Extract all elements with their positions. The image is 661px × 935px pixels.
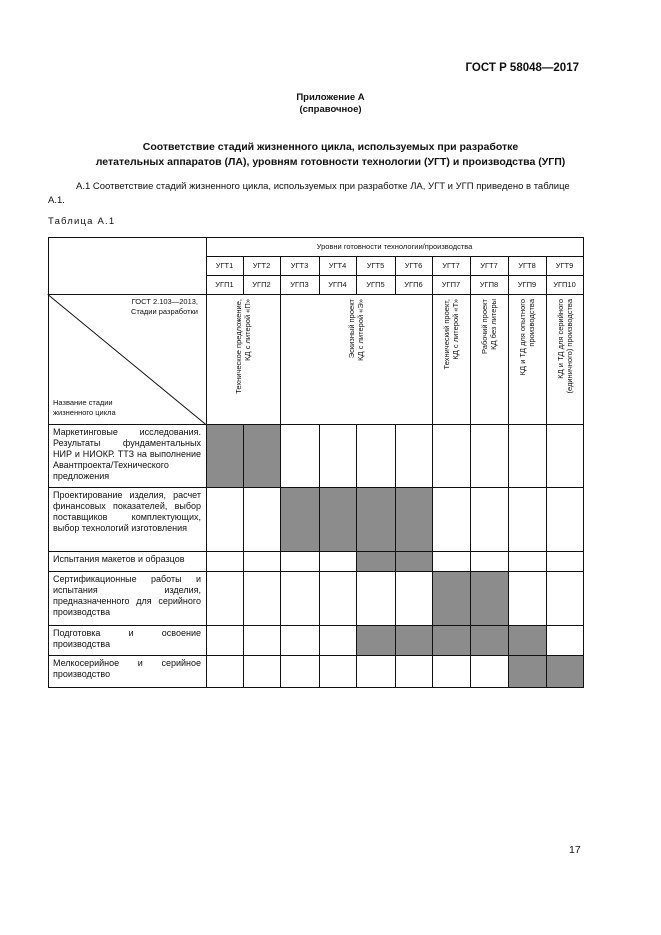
filled-cell [280,487,319,551]
ugp-label: УГП4 [328,280,347,289]
ugp-label: УГП3 [290,280,309,289]
filled-cell [395,487,432,551]
filled-cell [395,551,432,571]
ugt-label: УГТ7 [442,261,460,270]
table-rule [280,256,281,688]
table-rule [243,424,244,688]
corner-bottom-label: Название стадии жизненного цикла [53,398,116,417]
dev-stage-label: Технический проект, КД с литерой «Т» [441,299,460,370]
filled-cell [206,424,243,487]
ugt-label: УГТ6 [404,261,423,270]
stage-label: Сертификационные работы и испытания изделия, предназначенного для серийного производства [53,574,201,617]
levels-header: Уровни готовности технологии/производства [316,242,473,251]
dev-stage-label: КД и ТД для опытного производства [517,299,536,376]
ugt-label: УГТ7 [480,261,498,270]
filled-cell [243,424,280,487]
table-caption: Таблица А.1 [48,216,116,227]
table-rule [508,256,509,688]
ugt-label: УГТ2 [252,261,271,270]
ugt-label: УГТ4 [328,261,347,270]
ugp-label: УГП10 [553,280,576,289]
ugp-label: УГП8 [479,280,499,289]
filled-cell [470,625,508,655]
page-title [0,140,661,170]
table-rule [48,294,584,295]
page-number: 17 [569,844,581,856]
table-rule [48,655,584,656]
dev-stage-label: КД и ТД для серийного (единичного) производства [555,299,574,394]
ugt-label: УГТ8 [518,261,536,270]
filled-cell [470,571,508,625]
table-rule [48,625,584,626]
dev-stage-label: Эскизный проект КД с литерой «Э» [346,299,365,361]
ugt-label: УГТ9 [555,261,574,270]
filled-cell [395,625,432,655]
ugp-label: УГП5 [366,280,385,289]
title-line-1: Соответствие стадий жизненного цикла, используемых при разработке [142,141,519,153]
table-rule [206,237,207,688]
filled-cell [356,551,395,571]
table-rule [48,237,49,688]
table-rule [48,424,584,425]
table-rule [432,256,433,688]
corner-top-label: ГОСТ 2.103—2013, Стадии разработки [130,297,198,316]
dev-stage-label: Техническое предложение, КД с литерой «П» [233,299,252,394]
filled-cell [432,625,470,655]
table-rule [583,237,584,688]
ugt-label: УГТ5 [366,261,385,270]
table-rule [48,571,584,572]
title-line-2: летательных аппаратов (ЛА), уровням готовности технологии (УГТ) и производства (УГП) [95,156,566,168]
table-rule [546,256,547,688]
filled-cell [508,625,546,655]
table-rule [48,551,584,552]
standard-number: ГОСТ Р 58048—2017 [465,62,579,74]
filled-cell [432,571,470,625]
dev-stage-label: Рабочий проект КД без литеры [479,299,498,354]
table-rule [470,256,471,688]
stage-label: Маркетинговые исследования. Результаты фундаментальных НИР и НИОКР. ТТЗ на выполнение Авантпроекта/Технического предложения [53,427,201,481]
ugp-label: УГП6 [404,280,423,289]
table-rule [48,487,584,488]
intro-paragraph: А.1 Соответствие стадий жизненного цикла, используемых при разработке ЛА, УГТ и УГП приведено в таблице А.1. [48,181,570,206]
table-rule [356,424,357,688]
ugp-label: УГП7 [441,280,461,289]
appendix-title: Приложение А [296,92,365,103]
filled-cell [356,487,395,551]
table-rule [395,424,396,688]
ugp-label: УГП9 [517,280,537,289]
ugp-label: УГП1 [215,280,234,289]
table-rule [48,687,584,688]
filled-cell [356,625,395,655]
table-rule [319,424,320,688]
stage-label: Мелкосерийное и серийное производство [53,658,201,679]
filled-cell [319,487,356,551]
stage-label: Проектирование изделия, расчет финансовых показателей, выбор поставщиков комплектующих, выбор технологий изготовления [53,490,201,533]
filled-cell [546,655,583,687]
stage-label: Подготовка и освоение производства [53,628,201,649]
ugt-label: УГТ3 [290,261,309,270]
stage-label: Испытания макетов и образцов [53,554,185,564]
ugt-label: УГТ1 [215,261,234,270]
appendix-note: (справочное) [299,104,362,115]
ugp-label: УГП2 [252,280,271,289]
filled-cell [508,655,546,687]
